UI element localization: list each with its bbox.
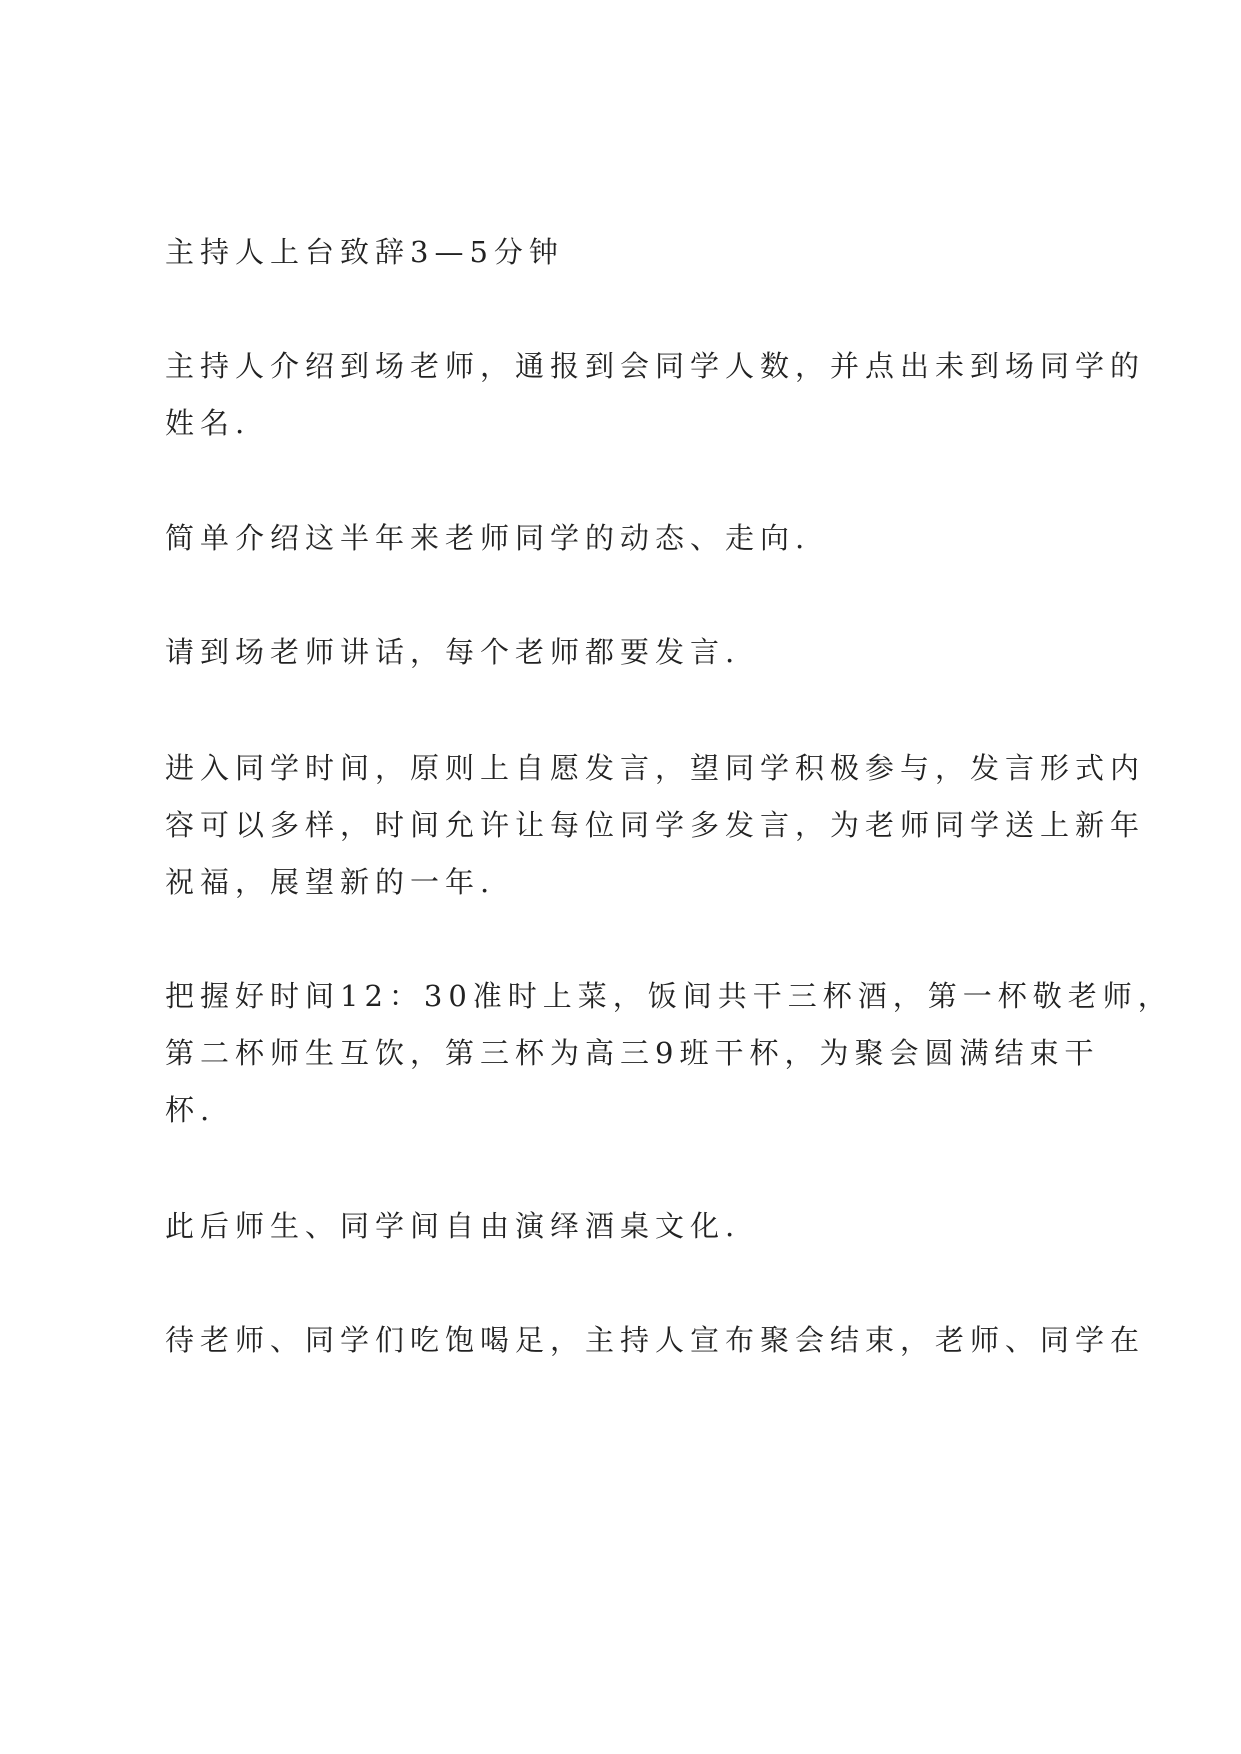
text-line: 进入同学时间，原则上自愿发言，望同学积极参与，发言形式内 (165, 751, 1146, 785)
paragraph-teacher-speeches (165, 624, 1105, 681)
text-line: 主持人上台致辞3—5分钟 (165, 235, 564, 269)
text-line: 祝福，展望新的一年. (165, 865, 496, 899)
paragraph-host-speech (165, 224, 1105, 281)
text-line: 姓名. (165, 406, 251, 440)
paragraph-closing (165, 1312, 1146, 1369)
paragraph-introduce-teachers (165, 338, 1146, 452)
paragraph-free-culture (165, 1198, 1105, 1255)
text-line: 第二杯师生互饮，第三杯为高三9班干杯，为聚会圆满结束干 (165, 1036, 1100, 1070)
text-line: 主持人介绍到场老师，通报到会同学人数，并点出未到场同学的 (165, 349, 1146, 383)
paragraph-meal-toasts (165, 968, 1173, 1139)
text-line: 把握好时间12：30准时上菜，饭间共干三杯酒，第一杯敬老师， (165, 979, 1173, 1013)
text-line: 此后师生、同学间自由演绎酒桌文化. (165, 1209, 741, 1243)
text-line: 容可以多样，时间允许让每位同学多发言，为老师同学送上新年 (165, 808, 1146, 842)
paragraph-recent-news (165, 510, 1105, 567)
text-line: 杯. (165, 1093, 216, 1127)
text-line: 请到场老师讲话，每个老师都要发言. (165, 635, 741, 669)
paragraph-student-time (165, 740, 1146, 911)
text-line: 简单介绍这半年来老师同学的动态、走向. (165, 521, 811, 555)
text-line: 待老师、同学们吃饱喝足，主持人宣布聚会结束，老师、同学在 (165, 1323, 1146, 1357)
